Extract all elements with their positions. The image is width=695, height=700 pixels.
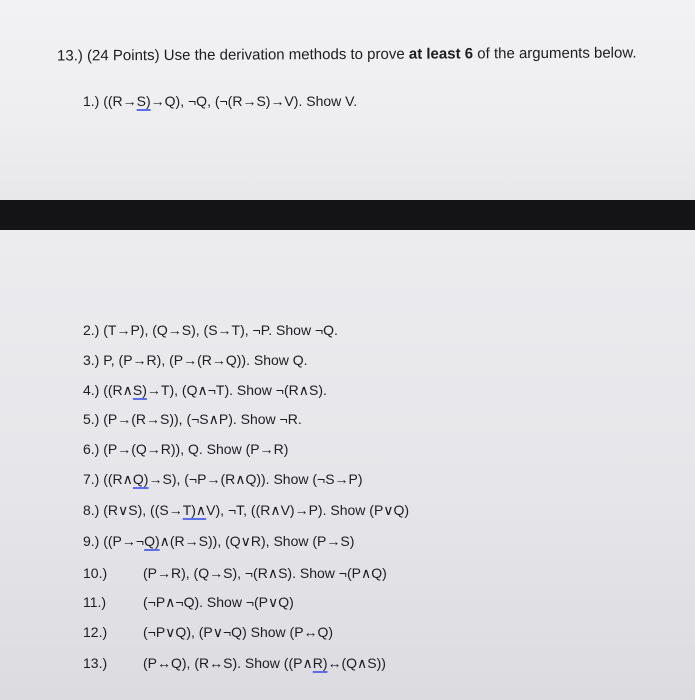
page-divider-band [0, 200, 695, 230]
problem-11-label: 11.) [83, 594, 107, 610]
problem-4-underlined: S) [132, 382, 147, 398]
question-heading [57, 44, 637, 64]
heading-suffix: of the arguments below. [473, 44, 637, 63]
problem-4 [83, 382, 327, 399]
problem-7 [83, 471, 363, 488]
heading-prefix: 13.) (24 Points) Use the derivation methods to prove [56, 45, 409, 65]
problem-4-text-b: →T), (Q∧¬T). Show ¬(R∧S). [146, 382, 327, 398]
problem-7-text-a: ((R∧ [103, 471, 133, 487]
problem-13-underlined: R) [312, 655, 328, 671]
problem-13-label: 13.) [83, 655, 108, 671]
problem-12-label: 12.) [83, 624, 108, 640]
problem-11-text: (¬P∧¬Q). Show ¬(P∨Q) [143, 594, 294, 610]
problem-8 [83, 502, 409, 519]
heading-emphasis: at least 6 [408, 45, 474, 63]
problem-9 [83, 533, 354, 550]
problem-9-text-b: ∧(R→S)), (Q∨R), Show (P→S) [159, 533, 355, 549]
problem-12 [83, 624, 333, 641]
problem-8-label: 8.) [83, 502, 100, 518]
problem-10-text: (P→R), (Q→S), ¬(R∧S). Show ¬(P∧Q) [143, 565, 387, 581]
problem-1 [83, 93, 357, 109]
problem-3 [83, 352, 308, 368]
problem-10 [83, 565, 387, 582]
problem-6-label: 6.) [83, 441, 100, 457]
problem-13-text-a: (P↔Q), (R↔S). Show ((P∧ [143, 655, 313, 671]
problem-3-label: 3.) [83, 352, 100, 368]
problem-9-label: 9.) [83, 533, 100, 549]
problem-4-text-a: ((R∧ [103, 382, 133, 398]
problem-2-text: (T→P), (Q→S), (S→T), ¬P. Show ¬Q. [103, 322, 338, 338]
problem-8-text-b: V), ¬T, ((R∧V)→P). Show (P∨Q) [206, 502, 410, 518]
problem-12-text: (¬P∨Q), (P∨¬Q) Show (P↔Q) [143, 624, 334, 640]
problem-6 [83, 441, 288, 457]
problem-13 [83, 655, 386, 672]
problem-1-underlined: S) [136, 93, 151, 109]
problem-8-underlined: T)∧ [182, 502, 207, 518]
problem-2-label: 2.) [83, 322, 100, 338]
problem-1-label: 1.) [83, 93, 100, 109]
problem-10-label: 10.) [83, 565, 108, 581]
problem-6-text: (P→(Q→R)), Q. Show (P→R) [103, 441, 289, 457]
problem-7-text-b: →S), (¬P→(R∧Q)). Show (¬S→P) [148, 471, 363, 487]
problem-11 [83, 594, 294, 611]
problem-1-text-b: →Q), ¬Q, (¬(R→S)→V). Show V. [150, 93, 358, 109]
problem-7-underlined: Q) [132, 471, 149, 487]
problem-13-text-b: ↔(Q∧S)) [327, 655, 386, 671]
problem-5-label: 5.) [83, 411, 100, 427]
problem-4-label: 4.) [83, 382, 100, 398]
problem-5 [83, 411, 302, 428]
problem-3-text: P, (P→R), (P→(R→Q)). Show Q. [103, 352, 308, 368]
problem-9-text-a: ((P→¬ [103, 533, 145, 549]
problem-5-text: (P→(R→S)), (¬S∧P). Show ¬R. [103, 411, 302, 427]
problem-8-text-a: (R∨S), ((S→ [103, 502, 183, 518]
problem-9-underlined: Q) [144, 533, 160, 549]
problem-1-text-a: ((R→ [103, 93, 137, 109]
problem-2 [83, 322, 338, 338]
problem-7-label: 7.) [83, 471, 100, 487]
